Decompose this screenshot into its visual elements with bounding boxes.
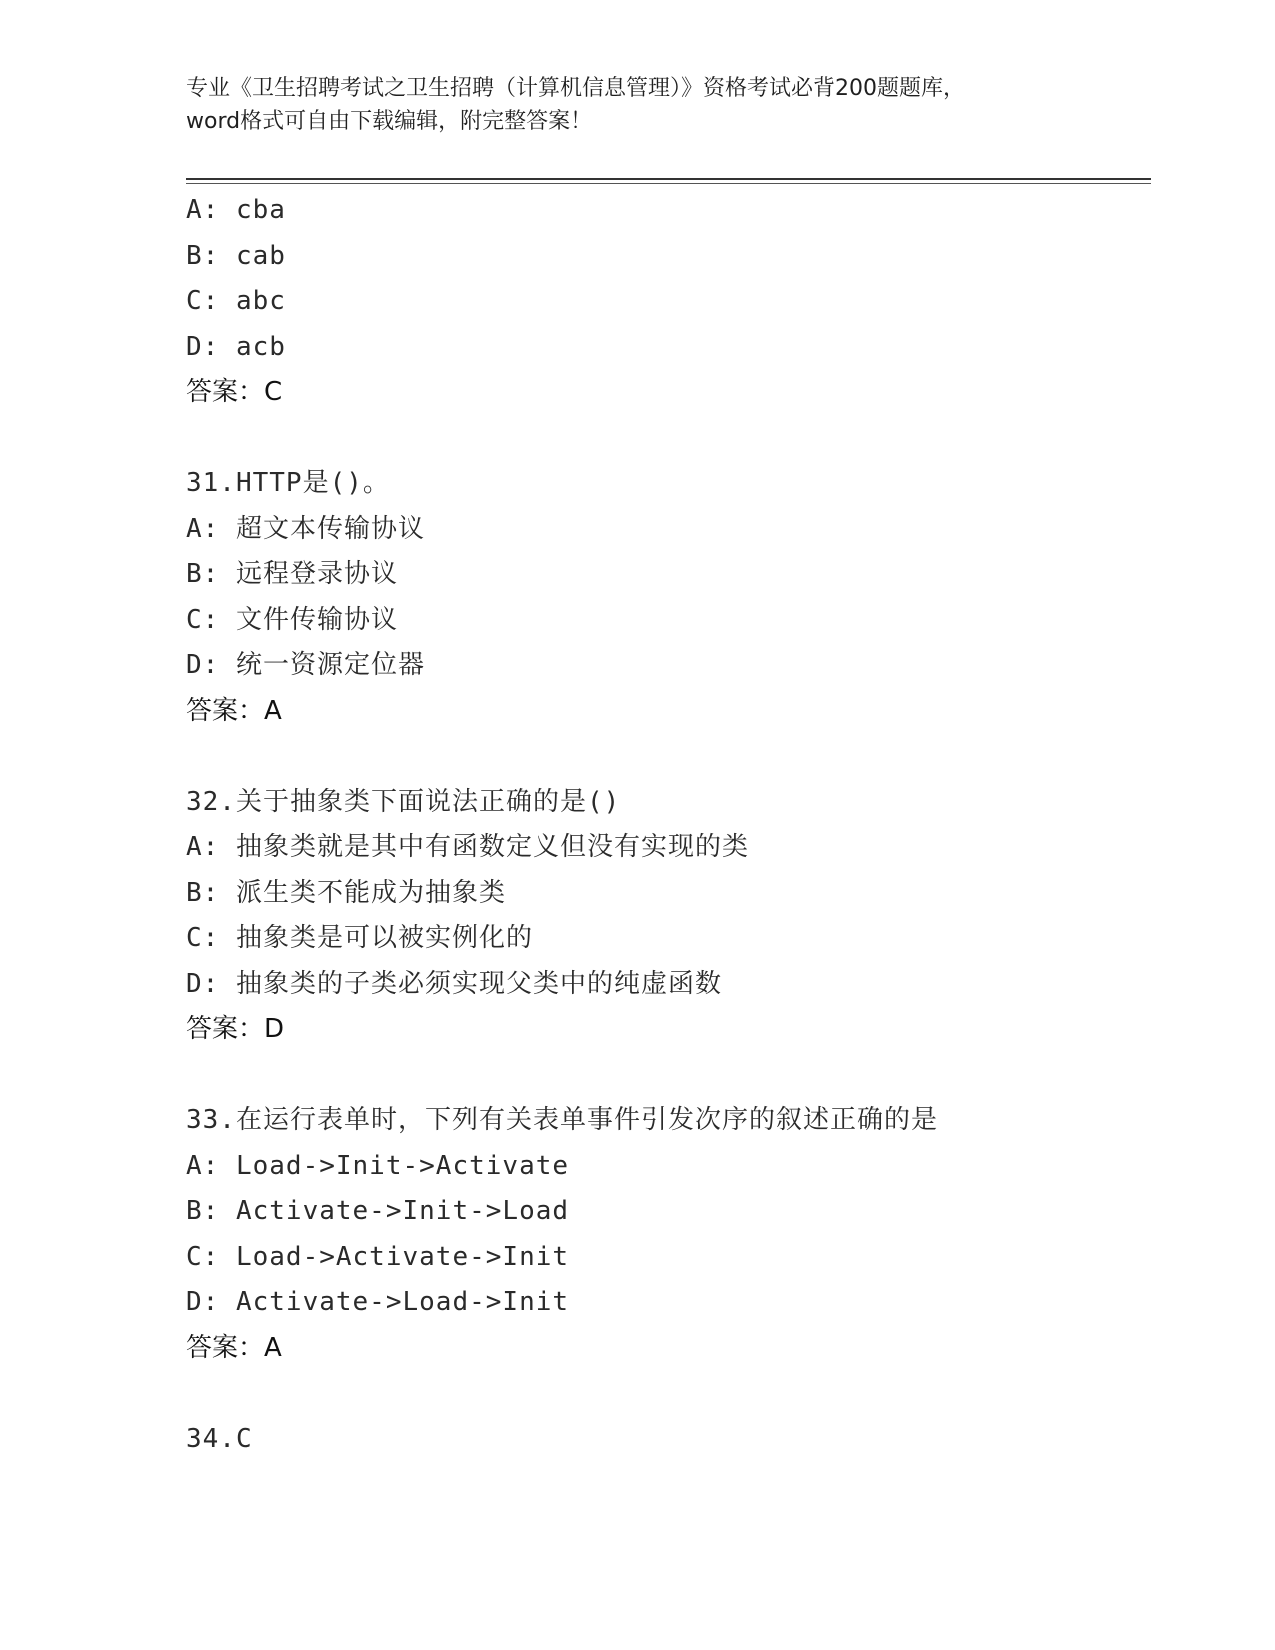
option-a: A: 超文本传输协议 (186, 513, 425, 544)
option-d: D: Activate->Load->Init (186, 1287, 570, 1317)
question-block-31 (186, 461, 1166, 734)
option-c: C: abc (186, 286, 286, 316)
option-a: A: Load->Init->Activate (186, 1150, 570, 1181)
question-stem: 32.关于抽象类下面说法正确的是() (186, 786, 621, 817)
option-d: D: 统一资源定位器 (186, 650, 425, 680)
question-stem-next: 34.C (186, 1423, 253, 1454)
header-divider-thin (186, 183, 1151, 184)
header-line-1: 专业《卫生招聘考试之卫生招聘（计算机信息管理）》资格考试必背200题题库， (186, 76, 965, 101)
question-block-32 (186, 780, 1166, 1053)
option-a: A: 抽象类就是其中有函数定义但没有实现的类 (186, 832, 749, 862)
option-b: B: cab (186, 240, 286, 271)
option-c: C: 文件传输协议 (186, 604, 398, 635)
option-d: D: 抽象类的子类必须实现父类中的纯虚函数 (186, 968, 722, 999)
option-b: B: 派生类不能成为抽象类 (186, 877, 506, 908)
option-c: C: Load->Activate->Init (186, 1241, 570, 1272)
answer-line: 答案：A (186, 1332, 282, 1363)
spacer (186, 1371, 1166, 1417)
header-line-2: word格式可自由下载编辑，附完整答案！ (186, 109, 593, 134)
option-b: B: Activate->Init->Load (186, 1196, 570, 1226)
answer-line: 答案：C (186, 377, 283, 407)
option-c: C: 抽象类是可以被实例化的 (186, 923, 533, 953)
document-header (186, 72, 1106, 138)
option-b: B: 远程登录协议 (186, 559, 398, 589)
question-stem: 33.在运行表单时，下列有关表单事件引发次序的叙述正确的是 (186, 1105, 938, 1135)
answer-line: 答案：D (186, 1014, 285, 1044)
spacer (186, 1053, 1166, 1099)
option-d: D: acb (186, 331, 286, 362)
option-a: A: cba (186, 195, 286, 225)
spacer (186, 734, 1166, 780)
header-divider-thick (186, 178, 1151, 180)
answer-line: 答案：A (186, 695, 282, 726)
question-content (186, 188, 1166, 1462)
spacer (186, 416, 1166, 462)
question-stem: 31.HTTP是()。 (186, 468, 390, 498)
question-block-30 (186, 188, 1166, 416)
question-block-33 (186, 1098, 1166, 1371)
